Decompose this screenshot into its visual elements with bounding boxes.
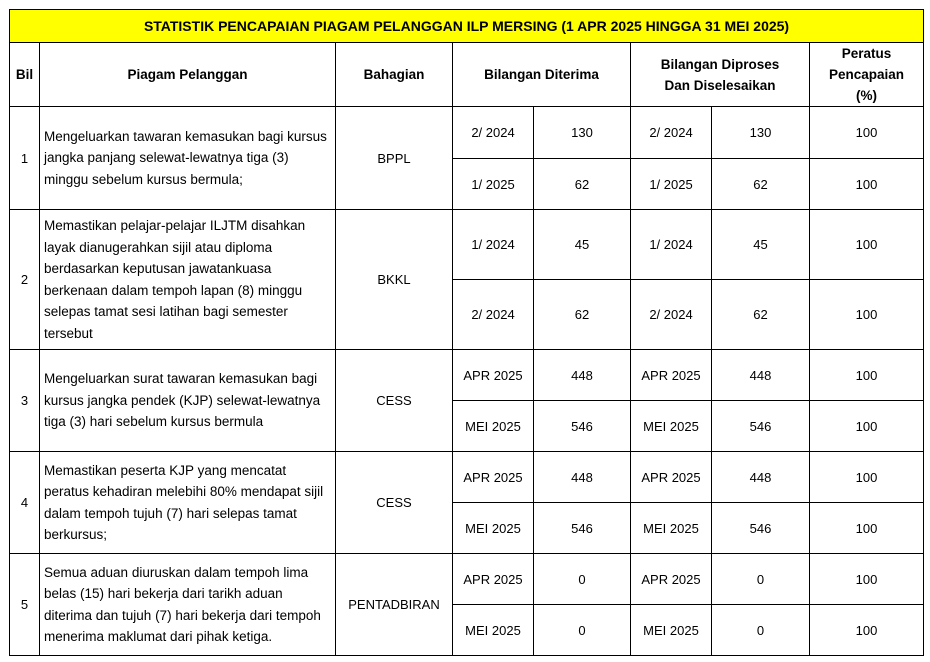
cell-terima-sesi: 2/ 2024 [453, 107, 534, 159]
cell-proses-sesi: 2/ 2024 [631, 107, 712, 159]
table-title: STATISTIK PENCAPAIAN PIAGAM PELANGGAN ILP MERSING (1 APR 2025 HINGGA 31 MEI 2025) [10, 10, 924, 43]
cell-peratus: 100 [810, 554, 924, 605]
cell-peratus: 100 [810, 350, 924, 401]
row-piagam: Mengeluarkan surat tawaran kemasukan bagi kursus jangka pendek (KJP) selewat-lewatnya tiga (3) hari sebelum kursus bermula [40, 350, 336, 452]
table-row [10, 554, 924, 605]
row-bahagian: PENTADBIRAN [336, 554, 453, 656]
cell-terima: 62 [534, 280, 631, 350]
cell-peratus: 100 [810, 280, 924, 350]
cell-proses: 546 [712, 503, 810, 554]
table-row [10, 350, 924, 401]
cell-terima-sesi: 1/ 2025 [453, 159, 534, 210]
cell-peratus: 100 [810, 107, 924, 159]
cell-proses-sesi: APR 2025 [631, 350, 712, 401]
cell-terima: 130 [534, 107, 631, 159]
cell-proses-sesi: 2/ 2024 [631, 280, 712, 350]
cell-terima: 546 [534, 503, 631, 554]
cell-peratus: 100 [810, 401, 924, 452]
cell-peratus: 100 [810, 452, 924, 503]
row-piagam: Memastikan pelajar-pelajar ILJTM disahkan layak dianugerahkan sijil atau diploma berdasarkan keputusan jawatankuasa berkenaan dalam tempoh lapan (8) minggu selepas tamat sesi latihan bagi semester tersebut [40, 210, 336, 350]
row-piagam: Semua aduan diuruskan dalam tempoh lima belas (15) hari bekerja dari tarikh aduan diterima dan tujuh (7) hari bekerja dari tempoh menerima maklumat dari pihak ketiga. [40, 554, 336, 656]
cell-proses: 448 [712, 452, 810, 503]
cell-terima: 0 [534, 554, 631, 605]
header-bahagian: Bahagian [336, 43, 453, 107]
header-peratus-line1: Peratus [841, 46, 892, 61]
cell-terima-sesi: APR 2025 [453, 452, 534, 503]
row-bahagian: BKKL [336, 210, 453, 350]
cell-terima-sesi: MEI 2025 [453, 401, 534, 452]
cell-proses-sesi: MEI 2025 [631, 503, 712, 554]
cell-proses-sesi: MEI 2025 [631, 605, 712, 656]
cell-proses: 62 [712, 159, 810, 210]
header-piagam: Piagam Pelanggan [40, 43, 336, 107]
cell-terima-sesi: MEI 2025 [453, 605, 534, 656]
cell-proses: 0 [712, 554, 810, 605]
cell-peratus: 100 [810, 605, 924, 656]
cell-terima-sesi: MEI 2025 [453, 503, 534, 554]
cell-proses-sesi: APR 2025 [631, 452, 712, 503]
row-bil: 3 [10, 350, 40, 452]
cell-proses-sesi: MEI 2025 [631, 401, 712, 452]
header-diproses-line2: Dan Diselesaikan [664, 77, 776, 93]
row-bil: 2 [10, 210, 40, 350]
cell-proses-sesi: APR 2025 [631, 554, 712, 605]
cell-proses: 130 [712, 107, 810, 159]
cell-proses: 0 [712, 605, 810, 656]
cell-proses-sesi: 1/ 2025 [631, 159, 712, 210]
table-body [10, 107, 924, 656]
title-row [10, 10, 924, 43]
cell-terima-sesi: 1/ 2024 [453, 210, 534, 280]
cell-proses: 546 [712, 401, 810, 452]
row-piagam: Mengeluarkan tawaran kemasukan bagi kursus jangka panjang selewat-lewatnya tiga (3) minggu sebelum kursus bermula; [40, 107, 336, 210]
table-row [10, 452, 924, 503]
header-peratus [810, 43, 924, 107]
cell-peratus: 100 [810, 210, 924, 280]
cell-terima: 448 [534, 350, 631, 401]
cell-terima: 546 [534, 401, 631, 452]
header-diproses-line1: Bilangan Diproses [660, 56, 780, 72]
row-bahagian: CESS [336, 452, 453, 554]
row-piagam: Memastikan peserta KJP yang mencatat peratus kehadiran melebihi 80% mendapat sijil dalam tempoh tujuh (7) hari selepas tamat berkursus; [40, 452, 336, 554]
cell-terima: 448 [534, 452, 631, 503]
cell-proses: 448 [712, 350, 810, 401]
cell-terima-sesi: 2/ 2024 [453, 280, 534, 350]
header-bil: Bil [10, 43, 40, 107]
table-row [10, 210, 924, 280]
cell-peratus: 100 [810, 503, 924, 554]
header-diproses [631, 43, 810, 107]
cell-proses: 45 [712, 210, 810, 280]
cell-proses-sesi: 1/ 2024 [631, 210, 712, 280]
row-bil: 5 [10, 554, 40, 656]
row-bahagian: BPPL [336, 107, 453, 210]
header-peratus-line3: (%) [856, 88, 878, 103]
cell-terima-sesi: APR 2025 [453, 554, 534, 605]
cell-proses: 62 [712, 280, 810, 350]
cell-peratus: 100 [810, 159, 924, 210]
cell-terima-sesi: APR 2025 [453, 350, 534, 401]
header-row [10, 43, 924, 107]
row-bil: 4 [10, 452, 40, 554]
header-peratus-line2: Pencapaian [828, 67, 905, 82]
cell-terima: 62 [534, 159, 631, 210]
row-bahagian: CESS [336, 350, 453, 452]
cell-terima: 45 [534, 210, 631, 280]
table-row [10, 107, 924, 159]
row-bil: 1 [10, 107, 40, 210]
cell-terima: 0 [534, 605, 631, 656]
statistics-table [9, 9, 924, 656]
header-diterima: Bilangan Diterima [453, 43, 631, 107]
